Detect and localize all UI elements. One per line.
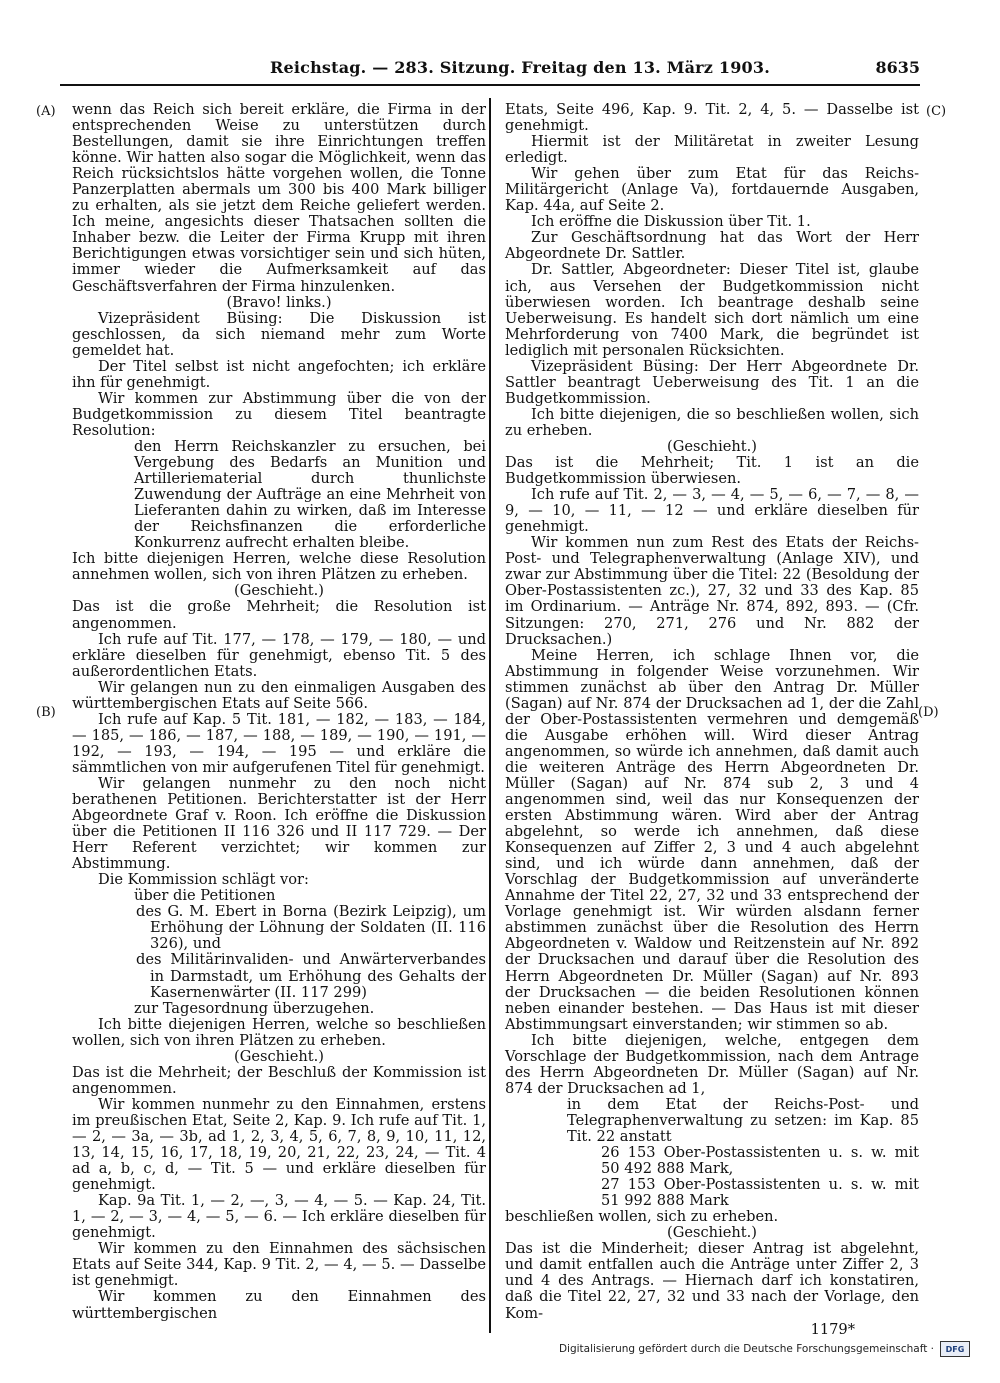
running-title: Reichstag. — 283. Sitzung. Freitag den 13. März 1903. xyxy=(270,58,770,77)
paragraph: Wir kommen nunmehr zu den Einnahmen, erstens im preußischen Etat, Seite 2, Kap. 9. Ich rufe auf Tit. 1, — 2, — 3a, — 3b, ad 1, 2, 3, 4, 5, 6, 7, 8, 9, 10, 11, 12, 13, 14, 15, 16, 17, 18, 19, 20, 21, 22, 23, 24, — Tit. 4 ad a, b, c, d, — Tit. 5 — und erkläre dieselben für genehmigt. xyxy=(72,1095,486,1194)
footer-credit: Digitalisierung gefördert durch die Deutsche Forschungsgemeinschaft · xyxy=(558,1343,934,1355)
paragraph: wenn das Reich sich bereit erkläre, die Firma in der entsprechenden Weise zu unterstützen durch Bestellungen, damit sie ihre Einrichtungen treffen könne. Wir hatten also sogar die Möglichkeit, wenn das Reich rücksichtslos hätte vorgehen wollen, die Tonne Panzerplatten abermals um 300 bis 400 Mark billiger zu erhalten, als sie jetzt dem Reiche geliefert werden. Ich meine, angesichts dieser Thatsachen sollten die Inhaber bezw. die Leiter der Firma Krupp mit ihren Berichtigungen etwas vorsichtiger sein und sich hüten, immer wieder die Aufmerksamkeit auf das Geschäftsverfahren der Firma hinzulenken. xyxy=(72,101,486,295)
paragraph: Ich bitte diejenigen Herren, welche diese Resolution annehmen wollen, sich von ihren Plätzen zu erheben. xyxy=(72,550,486,584)
paragraph: Wir kommen zu den Einnahmen des württembergischen xyxy=(72,1288,486,1322)
paragraph: Meine Herren, ich schlage Ihnen vor, die Abstimmung in folgender Weise vorzunehmen. Wir stimmen zunächst ab über den Antrag Dr. Müller (Sagan) auf Nr. 874 der Drucksachen ad 1, der die Zahl der Ober-Postassistenten vermehren und demgemäß die Ausgabe erhöhen will. Wird dieser Antrag angenommen, so würde ich annehmen, daß damit auch die weiteren Anträge des Herrn Abgeordneten Dr. Müller (Sagan) auf Nr. 874 sub 2, 3 und 4 angenommen sind, weil das nur Konsequenzen der ersten Abstimmung wären. Wird aber der Antrag abgelehnt, so werde ich annehmen, daß diese Konsequenzen auf Ziffer 2, 3 und 4 auch abgelehnt sind, und ich würde dann annehmen, daß der Vorschlag der Budgetkommission auf unveränderte Annahme der Titel 22, 27, 32 und 33 entsprechend der Vorlage genehmigt ist. Wir würden alsdann ferner abstimmen zunächst über die Resolution des Herrn Abgeordneten v. Waldow und Reitzenstein auf Nr. 892 der Drucksachen und darauf über die Resolution des Herrn Abgeordneten Dr. Müller (Sagan) auf Nr. 893 der Drucksachen — die beiden Resolutionen können neben einander bestehen. — Das Haus ist mit dieser Abstimmungsart einverstanden; wir stimmen so ab. xyxy=(505,646,919,1033)
paragraph: Ich rufe auf Tit. 177, — 178, — 179, — 180, — und erkläre dieselben für genehmigt, ebenso Tit. 5 des außerordentlichen Etats. xyxy=(72,630,486,680)
dfg-logo: DFG xyxy=(940,1341,970,1357)
paragraph: Wir kommen zur Abstimmung über die von der Budgetkommission zu diesem Titel beantragte Resolution: xyxy=(72,389,486,439)
paragraph: Das ist die Mehrheit; der Beschluß der Kommission ist angenommen. xyxy=(72,1063,486,1097)
paragraph: Das ist die Minderheit; dieser Antrag ist abgelehnt, und damit entfallen auch die Anträge unter Ziffer 2, 3 und 4 des Antrags. — Hiernach darf ich konstatiren, daß die Titel 22, 27, 32 und 33 nach der Vorlage, den Kom- xyxy=(505,1240,919,1322)
paragraph: beschließen wollen, sich zu erheben. xyxy=(505,1208,779,1226)
page-number: 8635 xyxy=(875,58,920,77)
paragraph: Der Titel selbst ist nicht angefochten; ich erkläre ihn für genehmigt. xyxy=(72,357,486,391)
petition-intro: über die Petitionen xyxy=(134,887,276,905)
margin-mark-d: (D) xyxy=(918,705,939,720)
paragraph: Ich bitte diejenigen Herren, welche so beschließen wollen, sich von ihren Plätzen zu erheben. xyxy=(72,1015,486,1049)
paragraph: Ich eröffne die Diskussion über Tit. 1. xyxy=(531,213,811,231)
paragraph: Wir gelangen nunmehr zu den noch nicht berathenen Petitionen. Berichterstatter ist der Herr Abgeordnete Graf v. Roon. Ich eröffne die Diskussion über die Petitionen II 116 326 und II 117 729. — Der Herr Referent verzichtet; wir kommen zur Abstimmung. xyxy=(72,774,486,873)
motion-figure: 27 153 Ober-Postassistenten u. s. w. mit 51 992 888 Mark xyxy=(601,1176,919,1210)
paragraph: Ich bitte diejenigen, welche, entgegen dem Vorschlage der Budgetkommission, nach dem Antrage des Herrn Abgeordneten Dr. Müller (Sagan) auf Nr. 874 der Drucksachen ad 1, xyxy=(505,1031,919,1097)
margin-mark-a: (A) xyxy=(36,104,56,119)
margin-mark-c: (C) xyxy=(926,104,947,119)
paragraph: Etats, Seite 496, Kap. 9. Tit. 2, 4, 5. — Dasselbe ist genehmigt. xyxy=(505,101,919,135)
column-divider xyxy=(489,98,491,1333)
paragraph: Vizepräsident Büsing: Die Diskussion ist geschlossen, da sich niemand mehr zum Worte gemeldet hat. xyxy=(72,309,486,359)
paragraph: Ich bitte diejenigen, die so beschließen wollen, sich zu erheben. xyxy=(505,405,919,439)
motion-text: in dem Etat der Reichs-Post- und Telegraphenverwaltung zu setzen: im Kap. 85 Tit. 22 anstatt xyxy=(567,1095,919,1145)
motion-figure: 26 153 Ober-Postassistenten u. s. w. mit 50 492 888 Mark, xyxy=(601,1144,919,1178)
interjection: (Geschieht.) xyxy=(234,1047,324,1065)
resolution-text: den Herrn Reichskanzler zu ersuchen, bei Vergebung des Bedarfs an Munition und Artilleriematerial durch thunlichste Zuwendung der Aufträge an eine Mehrheit von Lieferanten dahin zu wirken, daß im Interesse der Reichsfinanzen die erforderliche Konkurrenz aufrecht erhalten bleibe. xyxy=(134,437,486,552)
paragraph: Wir kommen zu den Einnahmen des sächsischen Etats auf Seite 344, Kap. 9 Tit. 2, — 4, — 5. — Dasselbe ist genehmigt. xyxy=(72,1240,486,1290)
petition-item: des G. M. Ebert in Borna (Bezirk Leipzig), um Erhöhung der Löhnung der Soldaten (II. 116 326), und xyxy=(136,903,486,953)
paragraph: Die Kommission schlägt vor: xyxy=(98,871,309,889)
paragraph: Hiermit ist der Militäretat in zweiter Lesung erledigt. xyxy=(505,133,919,167)
right-column xyxy=(505,102,919,1338)
paragraph: Ich rufe auf Kap. 5 Tit. 181, — 182, — 183, — 184, — 185, — 186, — 187, — 188, — 189, — 190, — 191, — 192, — 193, — 194, — 195 — und erkläre die sämmtlichen von mir aufgerufenen Titel für genehmigt. xyxy=(72,710,486,776)
margin-mark-b: (B) xyxy=(36,705,56,720)
paragraph: Wir kommen nun zum Rest des Etats der Reichs-Post- und Telegraphenverwaltung (Anlage XIV), und zwar zur Abstimmung über die Titel: 22 (Besoldung der Ober-Postassistenten zc.), 27, 32 und 33 des Kap. 85 im Ordinarium. — Anträge Nr. 874, 892, 893. — (Cfr. Sitzungen: 270, 271, 276 und Nr. 882 der Drucksachen.) xyxy=(505,534,919,648)
paragraph: Ich rufe auf Tit. 2, — 3, — 4, — 5, — 6, — 7, — 8, — 9, — 10, — 11, — 12 — und erkläre dieselben für genehmigt. xyxy=(505,486,919,536)
paragraph: Vizepräsident Büsing: Der Herr Abgeordnete Dr. Sattler beantragt Ueberweisung des Tit. 1 an die Budgetkommission. xyxy=(505,357,919,407)
paragraph: Das ist die Mehrheit; Tit. 1 ist an die Budgetkommission überwiesen. xyxy=(505,454,919,488)
petition-outro: zur Tagesordnung überzugehen. xyxy=(134,999,375,1017)
paragraph: Kap. 9a Tit. 1, — 2, —, 3, — 4, — 5. — Kap. 24, Tit. 1, — 2, — 3, — 4, — 5, — 6. — Ich erkläre dieselben für genehmigt. xyxy=(72,1192,486,1242)
left-column xyxy=(72,102,486,1322)
interjection: (Geschieht.) xyxy=(667,437,757,455)
paragraph: Dr. Sattler, Abgeordneter: Dieser Titel ist, glaube ich, aus Versehen der Budgetkommission nicht überwiesen worden. Ich beantrage deshalb seine Ueberweisung. Es handelt sich dort nämlich um eine Mehrforderung von 7400 Mark, die begründet ist lediglich mit personalen Rücksichten. xyxy=(505,261,919,359)
page-header xyxy=(60,50,920,86)
interjection: (Geschieht.) xyxy=(667,1224,757,1242)
interjection: (Geschieht.) xyxy=(234,582,324,600)
paragraph: Das ist die große Mehrheit; die Resolution ist angenommen. xyxy=(72,598,486,632)
paragraph: Wir gehen über zum Etat für das Reichs-Militärgericht (Anlage Va), fortdauernde Ausgaben, Kap. 44a, auf Seite 2. xyxy=(505,165,919,215)
page-footer xyxy=(559,1340,970,1358)
paragraph: Zur Geschäftsordnung hat das Wort der Herr Abgeordnete Dr. Sattler. xyxy=(505,229,919,263)
paragraph: Wir gelangen nun zu den einmaligen Ausgaben des württembergischen Etats auf Seite 566. xyxy=(72,678,486,712)
signature-mark: 1179* xyxy=(810,1320,855,1338)
interjection: (Bravo! links.) xyxy=(226,293,332,311)
petition-item: des Militärinvaliden- und Anwärterverbandes in Darmstadt, um Erhöhung des Gehalts der Kasernenwärter (II. 117 299) xyxy=(136,951,486,1001)
